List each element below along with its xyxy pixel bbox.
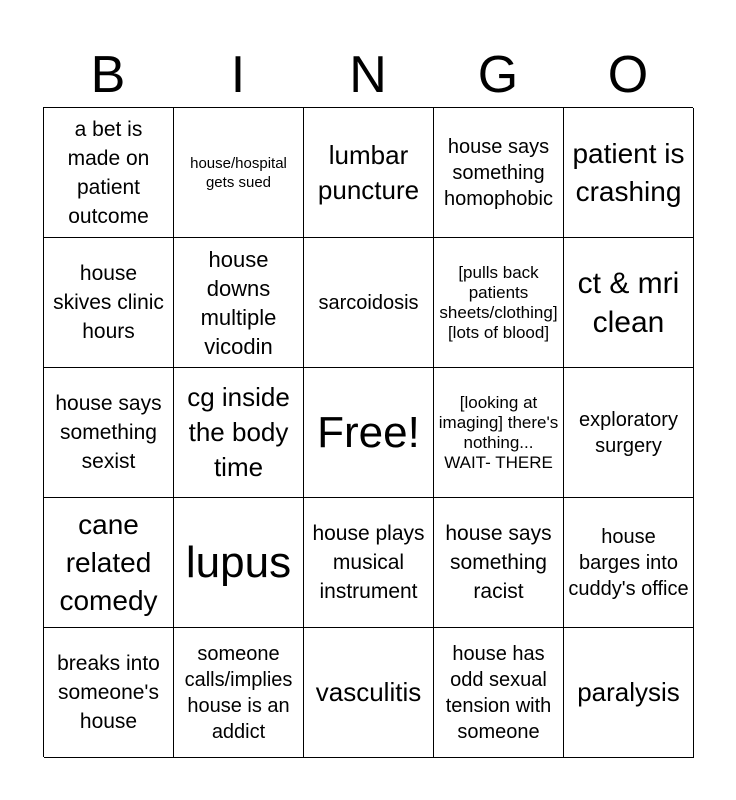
bingo-cell[interactable] [44,628,174,758]
bingo-cell[interactable] [434,628,564,758]
cell-text: house says something racist [445,522,552,603]
cell-text: house barges into cuddy's office [568,525,689,600]
bingo-cell[interactable] [564,368,694,498]
bingo-cell[interactable] [174,238,304,368]
bingo-header [43,46,693,104]
bingo-cell[interactable] [44,498,174,628]
bingo-cell[interactable] [434,498,564,628]
cell-text: house downs multiple vicodin [200,246,277,359]
bingo-cell[interactable] [44,368,174,498]
bingo-cell[interactable] [44,108,174,238]
bingo-cell[interactable] [434,108,564,238]
cell-text: exploratory surgery [579,408,678,457]
cell-text: house says something homophobic [444,135,553,210]
cell-text: cg inside the body time [187,382,290,482]
cell-text: [looking at imaging] there's nothing... WAIT- THERE [438,392,559,472]
cell-text: sarcoidosis [318,291,419,314]
cell-text: house/hospital gets sued [190,154,287,191]
bingo-cell[interactable] [564,238,694,368]
cell-text: Free! [317,407,420,457]
cell-text: a bet is made on patient outcome [67,117,150,228]
bingo-grid [43,107,693,757]
bingo-cell[interactable] [174,498,304,628]
bingo-cell[interactable] [304,628,434,758]
cell-text: vasculitis [315,677,422,707]
bingo-cell[interactable] [44,238,174,368]
bingo-cell[interactable] [174,368,304,498]
header-letter-i: I [230,46,246,104]
header-letter-b: B [90,46,126,104]
cell-text: patient is crashing [572,137,685,207]
cell-text: lumbar puncture [317,139,420,205]
bingo-cell[interactable] [304,108,434,238]
bingo-cell[interactable] [564,108,694,238]
bingo-cell[interactable] [564,628,694,758]
bingo-cell[interactable] [174,628,304,758]
cell-text: house says something sexist [55,392,162,473]
cell-text: house plays musical instrument [312,522,425,603]
bingo-cell[interactable] [434,238,564,368]
free-space-cell[interactable] [304,368,434,498]
bingo-cell[interactable] [304,498,434,628]
header-letter-g: G [477,46,519,104]
header-letter-n: N [349,46,387,104]
cell-text: house skives clinic hours [53,262,164,343]
bingo-cell[interactable] [304,238,434,368]
cell-text: house has odd sexual tension with someone [445,642,552,743]
cell-text: breaks into someone's house [57,652,160,733]
cell-text: lupus [185,537,292,587]
cell-text: [pulls back patients sheets/clothing] [lots of blood] [439,262,558,342]
cell-text: paralysis [577,677,680,707]
header-letter-o: O [607,46,649,104]
cell-text: cane related comedy [59,508,158,616]
bingo-cell[interactable] [434,368,564,498]
cell-text: ct & mri clean [577,266,680,339]
bingo-cell[interactable] [174,108,304,238]
cell-text: someone calls/implies house is an addict [184,642,293,743]
bingo-cell[interactable] [564,498,694,628]
